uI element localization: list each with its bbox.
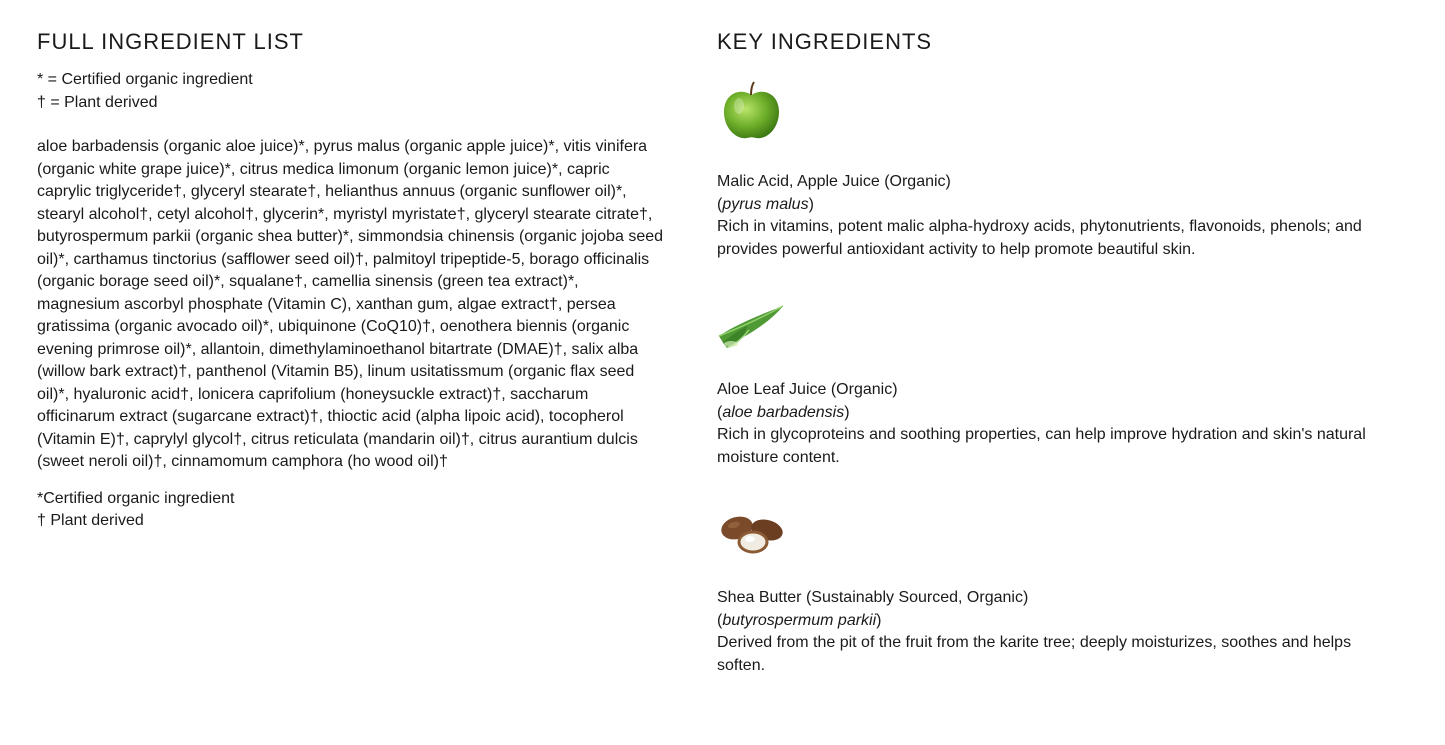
full-ingredient-heading: FULL INGREDIENT LIST (37, 29, 304, 54)
key-ingredient-name: Aloe Leaf Juice (Organic) (717, 381, 898, 398)
key-ingredient-latin: (pyrus malus) (717, 195, 814, 213)
key-ingredient-latin: (butyrospermum parkii) (717, 611, 882, 629)
key-ingredient-name: Shea Butter (Sustainably Sourced, Organic) (717, 589, 1029, 606)
full-ingredient-section (37, 28, 665, 533)
key-ingredient-aloe (717, 296, 1367, 365)
key-ingredient-apple-text (717, 171, 1367, 261)
key-ingredient-description: Rich in glycoproteins and soothing properties, can help improve hydration and skin's natural moisture content. (717, 426, 1366, 466)
key-ingredient-description: Derived from the pit of the fruit from the karite tree; deeply moisturizes, soothes and helps soften. (717, 634, 1352, 674)
key-ingredient-shea-text (717, 587, 1367, 677)
aloe-leaf-icon (717, 296, 787, 360)
key-ingredient-aloe-text (717, 379, 1367, 469)
key-ingredients-heading: KEY INGREDIENTS (717, 29, 933, 54)
key-ingredient-description: Rich in vitamins, potent malic alpha-hydroxy acids, phytonutrients, flavonoids, phenols; and provides powerful antioxidant activity to help promote beautiful skin. (717, 218, 1362, 258)
footnote-plant: † Plant derived (37, 512, 144, 529)
legend-organic: * = Certified organic ingredient (37, 71, 253, 88)
key-ingredient-latin: (aloe barbadensis) (717, 403, 850, 421)
key-ingredient-apple (717, 80, 1367, 149)
key-ingredient-name: Malic Acid, Apple Juice (Organic) (717, 173, 951, 190)
footnote-organic: *Certified organic ingredient (37, 489, 235, 507)
ingredient-legend (37, 69, 665, 114)
legend-plant: † = Plant derived (37, 93, 158, 111)
full-ingredient-list: aloe barbadensis (organic aloe juice)*, pyrus malus (organic apple juice)*, vitis vinifera (organic white grape juice)*, citrus medica limonum (organic lemon juice)*, capric caprylic triglyceride†, glyceryl stearate†, helianthus annuus (organic sunflower oil)*, stearyl alcohol†, cetyl alcohol†, glycerin*, myristyl myristate†, glyceryl stearate citrate†, butyrospermum parkii (organic shea butter)*, simmondsia chinensis (organic jojoba seed oil)*, carthamus tinctorius (safflower seed oil)†, palmitoyl tripeptide-5, borago officinalis (organic borage seed oil)*, squalane†, camellia sinensis (green tea extract)*, magnesium ascorbyl phosphate (Vitamin C), xanthan gum, algae extract†, persea gratissima (organic avocado oil)*, ubiquinone (CoQ10)†, oenothera biennis (organic evening primrose oil)*, allantoin, dimethylaminoethanol bitartrate (DMAE)†, salix alba (willow bark extract)†, panthenol (Vitamin B5), linum usitatissmum (organic flax seed oil)*, hyaluronic acid†, lonicera caprifolium (honeysuckle extract)†, saccharum officinarum extract (sugarcane extract)†, thioctic acid (alpha lipoic acid), tocopherol (Vitamin E)†, caprylyl glycol†, citrus reticulata (mandarin oil)†, citrus aurantium dulcis (sweet neroli oil)†, cinnamomum camphora (ho wood oil)† (37, 138, 664, 470)
key-ingredients-section (717, 28, 1367, 674)
shea-nut-icon (717, 506, 787, 570)
key-ingredient-shea (717, 506, 1367, 575)
ingredient-footnotes (37, 488, 665, 533)
green-apple-icon (717, 80, 787, 144)
